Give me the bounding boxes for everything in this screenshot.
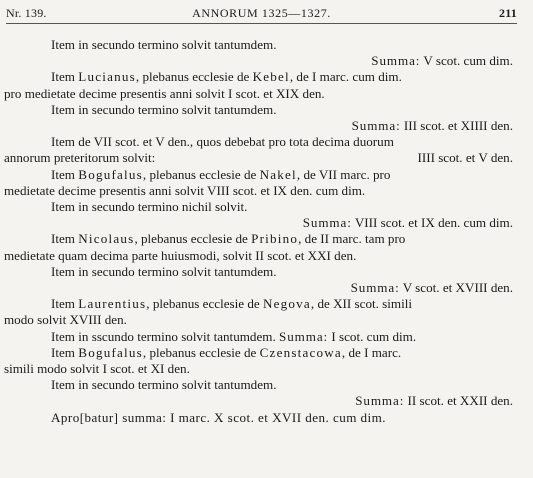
text-run: , de II marc. tam pro [298,231,406,247]
text-run: , de I marc. cum dim. [289,69,402,85]
text-line: Item de VII scot. et V den., quos debebat pro tota decima duorum [51,134,394,150]
text-run: , de XII scot. simili [310,296,413,312]
text-line [4,296,513,312]
text-run: , de VII marc. pro [296,166,391,182]
summa-label: Summa: [279,328,329,344]
summa-line [4,280,513,296]
text-line: Item in secundo termino nichil solvit. [51,199,248,215]
text-run: , plebanus ecclesie de [142,166,260,182]
summa-line [4,215,513,231]
text-run: Item [51,296,79,312]
text-line: simili modo solvit I scot. et XI den. [4,361,190,377]
text-line [4,345,513,361]
person-name: Lucianus [78,69,136,85]
text-run: , plebanus ecclesie de [146,296,263,312]
place-name: Czenstacowa [259,344,342,360]
text-run: Item [51,166,79,182]
approbatur-line: Apro[batur] summa: I marc. X scot. et XVII den. cum dim. [51,409,386,425]
summa-line [4,118,513,134]
amount: IIII scot. et V den. [417,150,513,166]
summa-line [4,393,513,409]
text-run: , plebanus ecclesie de [135,69,253,85]
summa-value: V scot. cum dim. [420,53,513,69]
text-line: Item in secundo termino solvit tantumdem. [51,263,277,279]
summa-value: I scot. cum dim. [328,328,417,344]
running-title: ANNORUM 1325—1327. [192,6,331,20]
person-name: Nicolaus [78,231,135,247]
summa-label: Summa: [302,215,352,231]
page-number: 211 [499,6,517,20]
header-rule [6,23,517,24]
text-line: Item in secundo termino solvit tantumdem. [51,101,277,117]
text-run: Item [51,231,79,247]
text-line: medietate decime presentis anni solvit VIII scot. et IX den. cum dim. [4,182,366,198]
text-line [4,167,513,183]
text-line [4,231,513,247]
person-name: Bogufalus [78,166,143,182]
place-name: Pribino [251,231,299,247]
summa-label: Summa: [371,53,421,69]
place-name: Negova [262,296,311,312]
page-header [6,6,517,24]
text-run: Item [51,344,79,360]
text-run: , plebanus ecclesie de [134,231,252,247]
summa-label: Summa: [350,280,400,296]
summa-value: II scot. et XXII den. [404,393,513,409]
person-name: Laurentius [78,296,147,312]
person-name: Bogufalus [78,344,143,360]
text-run: , plebanus ecclesie de [142,344,260,360]
text-line: Item in secundo termino solvit tantumdem. [51,377,277,393]
summa-label: Summa: [351,118,401,134]
summa-value: VIII scot. et IX den. cum dim. [351,215,513,231]
text-line [4,69,513,85]
document-body [4,37,513,426]
summa-value: III scot. et XIIII den. [400,118,513,134]
summa-line [4,53,513,69]
text-line [4,329,513,345]
text-run: Item in sscundo termino solvit tantumdem. [51,328,280,344]
text-run: Item [51,69,79,85]
place-name: Kebel [252,69,290,85]
entry-number: Nr. 139. [6,6,47,20]
summa-value: V scot. et XVIII den. [399,280,513,296]
text-run: annorum preteritorum solvit: [4,150,156,166]
text-line: Item in secundo termino solvit tantumdem. [51,37,277,52]
summa-label: Summa: [355,393,405,409]
text-line: modo solvit XVIII den. [4,312,127,328]
place-name: Nakel [259,166,297,182]
text-line: medietate quam decima parte huiusmodi, solvit II scot. et XXI den. [4,247,357,263]
text-run: , de I marc. [341,344,402,360]
text-line: pro medietate decime presentis anni solvit I scot. et XIX den. [4,85,325,101]
text-line [4,150,513,166]
